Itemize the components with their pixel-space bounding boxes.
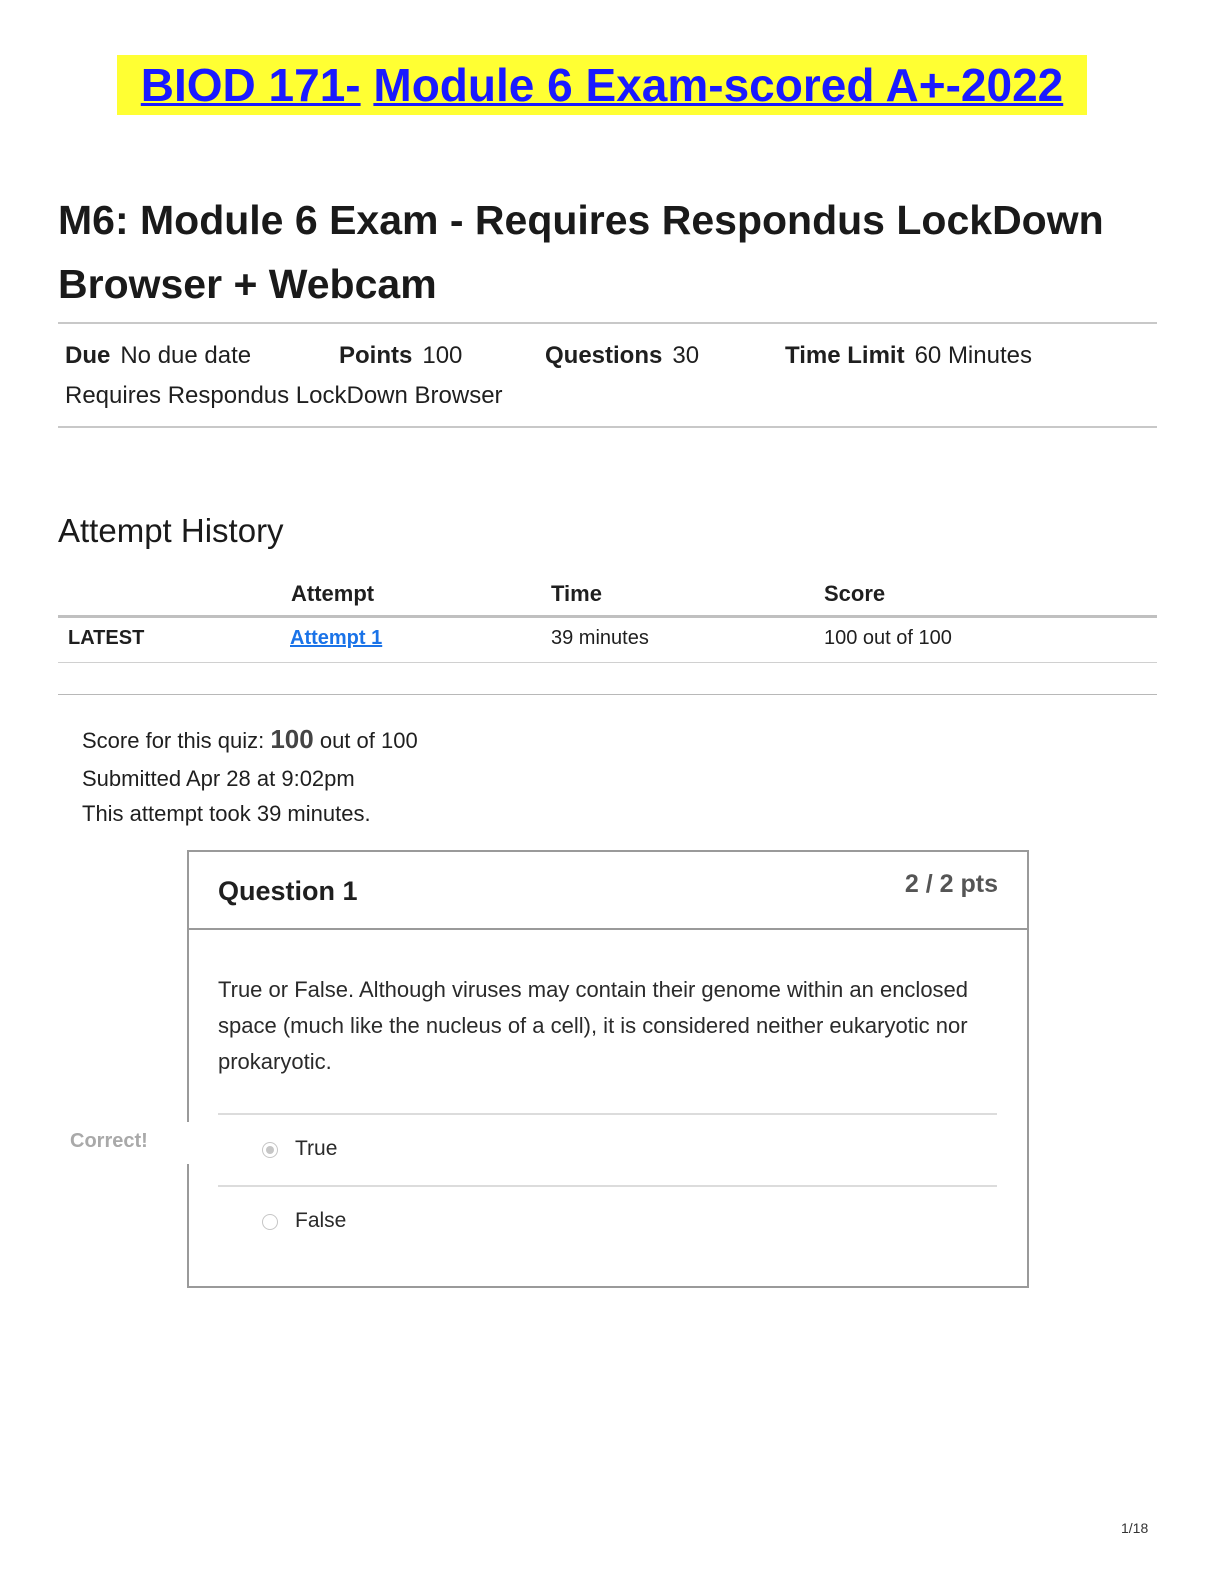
- points-value: 100: [422, 342, 463, 369]
- attempt-1-link[interactable]: Attempt 1: [290, 627, 383, 649]
- table-row-rule: [58, 662, 1157, 663]
- radio-unselected-icon[interactable]: [262, 1214, 278, 1230]
- question-points: 2 / 2 pts: [904, 870, 998, 898]
- attempt-history-heading: Attempt History: [58, 512, 284, 549]
- time-limit-label: Time Limit: [785, 342, 905, 369]
- points-info: [339, 340, 462, 372]
- score-suffix: out of 100: [319, 728, 418, 753]
- questions-info: [545, 340, 699, 372]
- question-card: [187, 850, 1029, 1288]
- column-header-score: Score: [824, 581, 886, 606]
- quiz-score: [82, 724, 418, 755]
- time-cell: 39 minutes: [551, 627, 649, 649]
- lockdown-requirement: Requires Respondus LockDown Browser: [65, 382, 503, 409]
- column-header-time: Time: [551, 581, 602, 606]
- course-code-link[interactable]: BIOD 171-: [140, 59, 361, 111]
- correct-answer-tag: Correct!: [70, 1130, 148, 1152]
- banner-title: [117, 57, 1087, 113]
- time-limit-value: 60 Minutes: [914, 342, 1032, 369]
- questions-value: 30: [672, 342, 700, 369]
- divider: [58, 694, 1157, 695]
- attempt-duration: This attempt took 39 minutes.: [82, 801, 371, 826]
- due-info: [65, 340, 251, 372]
- due-label: Due: [65, 342, 111, 369]
- divider: [58, 426, 1157, 428]
- latest-tag: LATEST: [68, 627, 145, 649]
- option-label: False: [295, 1209, 347, 1232]
- questions-label: Questions: [545, 342, 663, 369]
- correct-marker-gap: [184, 1122, 190, 1164]
- table-header-rule: [58, 615, 1157, 618]
- question-text: True or False. Although viruses may contain their genome within an enclosed space (much like the nucleus of a cell), it is considered neither eukaryotic nor prokaryotic.: [218, 977, 969, 1074]
- page-number: 1/18: [1121, 1520, 1149, 1536]
- attempt-cell: [290, 627, 382, 650]
- option-label: True: [295, 1137, 338, 1160]
- title-banner: [117, 55, 1087, 115]
- option-divider: [218, 1185, 997, 1187]
- question-title: Question 1: [218, 876, 358, 906]
- score-prefix: Score for this quiz:: [82, 728, 265, 753]
- divider: [58, 322, 1157, 324]
- page-title: M6: Module 6 Exam - Requires Respondus LockDown Browser + Webcam: [58, 197, 1104, 307]
- question-header: [189, 852, 1027, 930]
- exam-name-link[interactable]: Module 6 Exam-scored A+-2022: [373, 59, 1064, 111]
- score-value: 100: [270, 724, 314, 754]
- submitted-time: Submitted Apr 28 at 9:02pm: [82, 766, 355, 791]
- radio-selected-icon[interactable]: [262, 1142, 278, 1158]
- points-label: Points: [339, 342, 413, 369]
- score-cell: 100 out of 100: [824, 627, 952, 649]
- time-limit-info: [785, 340, 1032, 372]
- option-divider: [218, 1113, 997, 1115]
- column-header-attempt: Attempt: [291, 581, 375, 606]
- due-value: No due date: [120, 342, 252, 369]
